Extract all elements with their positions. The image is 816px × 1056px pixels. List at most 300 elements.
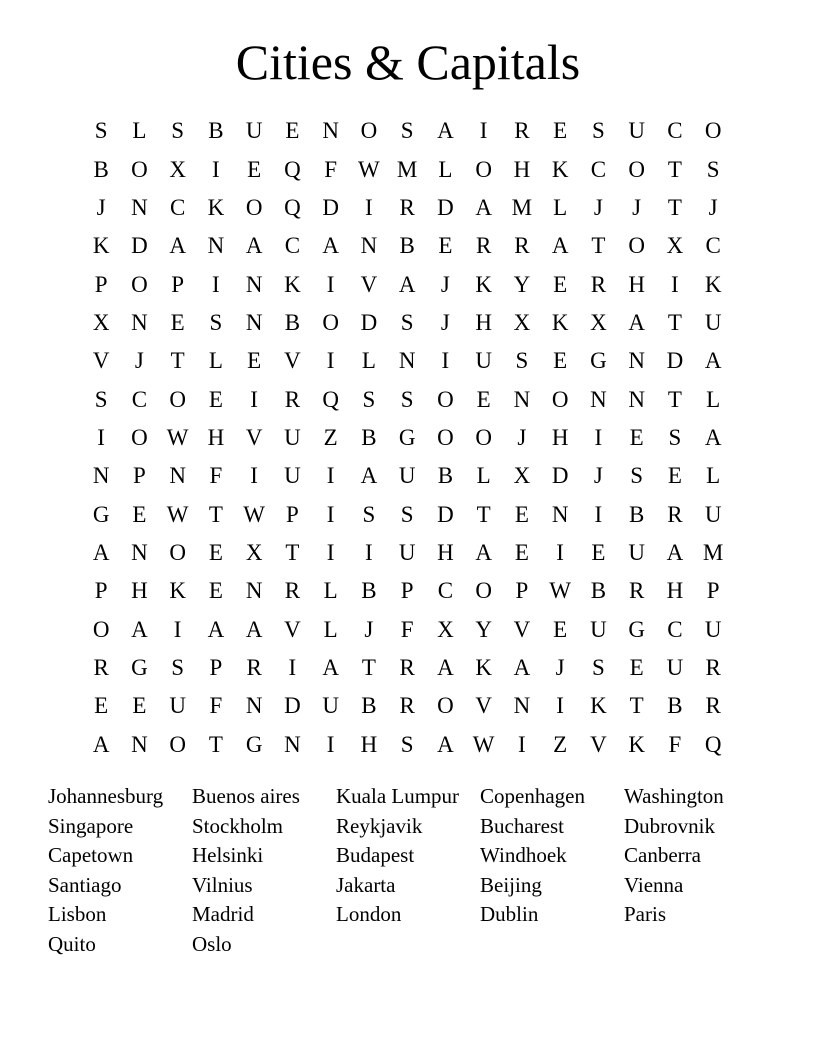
grid-letter: K (169, 578, 186, 604)
grid-letter: N (131, 194, 148, 220)
grid-letter: V (475, 693, 492, 719)
grid-letter: W (166, 501, 189, 527)
grid-letter: J (364, 616, 374, 642)
grid-letter: O (437, 386, 454, 412)
grid-letter: S (706, 156, 720, 182)
grid-letter: N (207, 233, 225, 259)
grid-letter: E (629, 424, 644, 450)
grid-letter: N (284, 731, 301, 757)
grid-letter: O (475, 578, 492, 604)
grid-letter: E (247, 156, 262, 182)
grid-letter: J (555, 654, 565, 680)
grid-letter: L (323, 578, 338, 604)
grid-row (82, 534, 732, 572)
grid-letter: O (704, 118, 722, 144)
grid-letter: I (479, 118, 488, 144)
grid-letter: O (131, 271, 148, 297)
grid-letter: U (245, 118, 263, 144)
grid-letter: E (553, 616, 568, 642)
word-list-item: Quito (48, 931, 96, 956)
grid-letter: B (208, 118, 224, 144)
grid-letter: S (209, 309, 223, 335)
grid-letter: D (284, 693, 301, 719)
grid-letter: L (132, 118, 147, 144)
grid-letter: O (92, 616, 110, 642)
grid-letter: A (628, 309, 645, 335)
grid-letter: K (207, 194, 225, 220)
grid-letter: J (632, 194, 642, 220)
grid-letter: T (361, 654, 376, 680)
grid-letter: R (705, 654, 721, 680)
grid-letter: C (284, 233, 301, 259)
word-list-item: Singapore (48, 813, 134, 838)
grid-letter: I (365, 194, 373, 220)
grid-letter: C (705, 233, 721, 259)
grid-letter: T (667, 194, 682, 220)
grid-letter: V (590, 731, 607, 757)
grid-letter: H (628, 271, 645, 297)
grid-letter: E (94, 693, 109, 719)
grid-letter: C (667, 118, 683, 144)
grid-letter: K (475, 271, 492, 297)
word-list-item: Beijing (480, 872, 542, 897)
grid-letter: A (322, 654, 339, 680)
grid-letter: R (514, 233, 530, 259)
grid-letter: C (590, 156, 607, 182)
grid-letter: S (591, 118, 605, 144)
grid-letter: U (475, 348, 492, 374)
grid-letter: O (551, 386, 569, 412)
grid-letter: S (362, 501, 376, 527)
grid-letter: S (171, 654, 185, 680)
grid-letter: O (131, 424, 148, 450)
grid-letter: N (245, 271, 263, 297)
grid-letter: B (93, 156, 109, 182)
grid-letter: I (97, 424, 105, 450)
grid-letter: X (245, 539, 263, 565)
grid-letter: K (590, 693, 607, 719)
word-list-item: Stockholm (192, 813, 284, 838)
grid-letter: P (515, 578, 529, 604)
grid-letter: T (285, 539, 300, 565)
grid-letter: U (704, 501, 722, 527)
grid-letter: A (245, 233, 263, 259)
grid-letter: Z (323, 424, 338, 450)
grid-letter: E (285, 118, 300, 144)
word-list-item: Windhoek (480, 843, 567, 868)
grid-letter: E (591, 539, 606, 565)
grid-letter: Q (284, 194, 301, 220)
word-list-item: Bucharest (480, 813, 564, 838)
grid-letter: N (628, 386, 645, 412)
grid-letter: O (437, 693, 454, 719)
grid-letter: J (517, 424, 527, 450)
grid-letter: A (551, 233, 569, 259)
grid-letter: N (131, 731, 148, 757)
grid-letter: H (513, 156, 531, 182)
grid-row (82, 726, 732, 764)
grid-row (82, 265, 732, 303)
word-list-item: Buenos aires (192, 784, 300, 808)
grid-letter: N (513, 693, 531, 719)
grid-letter: L (476, 463, 491, 489)
grid-letter: X (513, 309, 531, 335)
grid-letter: S (94, 118, 108, 144)
page-title: Cities & Capitals (235, 34, 581, 90)
grid-letter: A (92, 539, 110, 565)
grid-letter: L (361, 348, 376, 374)
grid-letter: I (441, 348, 450, 374)
grid-letter: N (551, 501, 569, 527)
grid-letter: S (668, 424, 682, 450)
grid-letter: T (667, 386, 682, 412)
grid-letter: A (704, 424, 722, 450)
word-list-item: Capetown (48, 843, 134, 868)
grid-letter: K (551, 156, 569, 182)
grid-letter: H (666, 578, 684, 604)
grid-letter: J (593, 194, 603, 220)
grid-letter: V (92, 348, 110, 374)
grid-letter: X (666, 233, 684, 259)
word-list-item: Madrid (192, 902, 254, 927)
grid-letter: G (628, 616, 645, 642)
grid-letter: C (667, 616, 683, 642)
grid-letter: R (246, 654, 262, 680)
word-list-item: Jakarta (336, 872, 396, 897)
word-list (48, 782, 768, 960)
word-list-item: Santiago (48, 872, 122, 897)
grid-letter: U (398, 463, 416, 489)
grid-letter: C (169, 194, 186, 220)
grid-letter: F (668, 731, 682, 757)
grid-letter: K (475, 654, 492, 680)
grid-letter: P (209, 654, 223, 680)
grid-letter: O (169, 386, 186, 412)
grid-letter: R (705, 693, 721, 719)
grid-letter: M (702, 539, 724, 565)
grid-letter: P (285, 501, 299, 527)
grid-letter: N (245, 309, 263, 335)
grid-letter: J (708, 194, 718, 220)
grid-letter: I (250, 463, 258, 489)
grid-letter: K (284, 271, 301, 297)
grid-letter: A (513, 654, 531, 680)
grid-letter: S (362, 386, 376, 412)
grid-row (82, 649, 732, 687)
grid-letter: R (590, 271, 607, 297)
grid-letter: N (169, 463, 186, 489)
grid-letter: I (326, 731, 335, 757)
grid-letter: G (398, 424, 416, 450)
grid-letter: L (208, 348, 223, 374)
grid-letter: H (131, 578, 148, 604)
grid-letter: S (400, 118, 414, 144)
grid-letter: G (92, 501, 110, 527)
grid-letter: H (551, 424, 569, 450)
grid-letter: L (323, 616, 338, 642)
grid-letter: X (590, 309, 607, 335)
grid-letter: E (132, 501, 147, 527)
grid-letter: B (399, 233, 415, 259)
grid-letter: B (361, 424, 377, 450)
grid-letter: P (706, 578, 720, 604)
word-list-item: Copenhagen (480, 784, 585, 808)
word-list-item: Paris (624, 902, 666, 927)
grid-letter: I (212, 271, 220, 297)
grid-row (82, 687, 732, 725)
grid-letter: L (706, 463, 721, 489)
grid-letter: S (400, 386, 414, 412)
grid-letter: Q (704, 731, 722, 757)
grid-letter: S (515, 348, 529, 374)
grid-letter: O (628, 156, 645, 182)
grid-letter: H (475, 309, 492, 335)
grid-row (82, 112, 732, 150)
grid-letter: T (629, 693, 644, 719)
grid-letter: U (322, 693, 339, 719)
grid-letter: B (361, 693, 377, 719)
word-list-item: Vienna (624, 872, 684, 897)
grid-letter: U (590, 616, 607, 642)
grid-letter: O (437, 424, 454, 450)
word-list-item: Reykjavik (336, 813, 423, 838)
grid-letter: O (628, 233, 645, 259)
word-list-item: Washington (624, 784, 724, 808)
grid-row (82, 380, 732, 418)
grid-letter: E (553, 118, 568, 144)
grid-letter: U (169, 693, 186, 719)
grid-letter: P (94, 578, 108, 604)
grid-letter: X (92, 309, 110, 335)
grid-letter: U (398, 539, 416, 565)
grid-letter: W (549, 578, 571, 604)
grid-letter: D (666, 348, 684, 374)
grid-letter: U (628, 118, 645, 144)
grid-letter: O (475, 424, 492, 450)
word-list-item: London (336, 902, 402, 927)
grid-letter: S (630, 463, 644, 489)
grid-letter: B (361, 578, 377, 604)
grid-letter: H (207, 424, 225, 450)
grid-letter: G (245, 731, 263, 757)
grid-letter: J (96, 194, 106, 220)
grid-letter: D (322, 194, 339, 220)
grid-letter: L (438, 156, 453, 182)
word-list-item: Oslo (192, 931, 232, 956)
grid-letter: B (628, 501, 645, 527)
grid-letter: K (628, 731, 645, 757)
grid-letter: I (250, 386, 258, 412)
grid-letter: C (131, 386, 148, 412)
grid-letter: V (360, 271, 378, 297)
grid-letter: N (513, 386, 531, 412)
grid-letter: I (288, 654, 297, 680)
grid-letter: A (437, 731, 454, 757)
word-list-item: Johannesburg (48, 784, 164, 808)
grid-row (82, 610, 732, 648)
grid-letter: J (440, 309, 450, 335)
grid-letter: O (169, 539, 186, 565)
grid-letter: C (437, 578, 454, 604)
grid-letter: B (284, 309, 301, 335)
grid-letter: A (360, 463, 378, 489)
grid-letter: V (513, 616, 531, 642)
grid-letter: M (396, 156, 418, 182)
grid-letter: I (326, 348, 335, 374)
grid-letter: N (360, 233, 378, 259)
grid-letter: A (322, 233, 339, 259)
grid-letter: I (556, 693, 564, 719)
grid-letter: A (131, 616, 148, 642)
grid-letter: V (284, 616, 301, 642)
grid-letter: J (134, 348, 144, 374)
grid-letter: Y (513, 271, 531, 297)
grid-letter: Z (553, 731, 568, 757)
grid-letter: F (209, 693, 223, 719)
grid-letter: F (324, 156, 338, 182)
grid-letter: U (284, 463, 301, 489)
word-list-item: Canberra (624, 843, 701, 868)
grid-letter: R (399, 654, 415, 680)
grid-letter: U (284, 424, 301, 450)
grid-letter: M (511, 194, 533, 220)
grid-letter: V (284, 348, 301, 374)
grid-letter: A (704, 348, 722, 374)
grid-letter: T (476, 501, 491, 527)
grid-letter: A (475, 539, 492, 565)
grid-letter: K (551, 309, 569, 335)
grid-letter: S (400, 501, 414, 527)
grid-letter: S (171, 118, 185, 144)
grid-letter: E (208, 578, 223, 604)
grid-letter: D (437, 194, 454, 220)
grid-letter: N (590, 386, 607, 412)
grid-letter: B (590, 578, 607, 604)
grid-letter: R (399, 693, 415, 719)
grid-letter: L (553, 194, 568, 220)
grid-letter: E (208, 539, 223, 565)
grid-letter: N (131, 539, 148, 565)
grid-letter: G (590, 348, 607, 374)
grid-letter: E (170, 309, 185, 335)
grid-letter: S (400, 731, 414, 757)
word-list-item: Dubrovnik (624, 813, 715, 838)
grid-letter: A (666, 539, 684, 565)
grid-letter: O (360, 118, 378, 144)
grid-letter: Q (322, 386, 339, 412)
grid-letter: I (326, 501, 335, 527)
grid-letter: I (173, 616, 182, 642)
grid-letter: U (704, 309, 722, 335)
grid-letter: X (169, 156, 186, 182)
grid-letter: O (169, 731, 186, 757)
grid-letter: T (667, 156, 682, 182)
grid-letter: X (437, 616, 454, 642)
grid-letter: E (667, 463, 682, 489)
grid-letter: A (207, 616, 225, 642)
grid-row (82, 495, 732, 533)
grid-letter: H (437, 539, 454, 565)
grid-letter: W (472, 731, 495, 757)
grid-letter: N (245, 693, 263, 719)
grid-letter: U (704, 616, 722, 642)
grid-letter: A (475, 194, 492, 220)
grid-letter: D (437, 501, 454, 527)
grid-letter: E (247, 348, 262, 374)
grid-letter: A (92, 731, 110, 757)
grid-letter: R (667, 501, 683, 527)
grid-row (82, 419, 732, 457)
grid-letter: I (671, 271, 679, 297)
grid-letter: S (400, 309, 414, 335)
grid-letter: V (245, 424, 263, 450)
grid-letter: L (706, 386, 721, 412)
grid-letter: N (322, 118, 339, 144)
grid-letter: R (284, 578, 301, 604)
grid-letter: E (132, 693, 147, 719)
grid-letter: T (208, 731, 223, 757)
grid-letter: T (208, 501, 223, 527)
grid-letter: I (594, 424, 603, 450)
grid-letter: R (284, 386, 301, 412)
word-list-item: Dublin (480, 902, 539, 927)
grid-letter: I (365, 539, 373, 565)
grid-letter: U (666, 654, 684, 680)
grid-letter: R (399, 194, 415, 220)
grid-letter: K (704, 271, 722, 297)
grid-letter: A (437, 654, 454, 680)
grid-letter: P (94, 271, 108, 297)
grid-letter: O (245, 194, 263, 220)
grid-row (82, 150, 732, 188)
grid-letter: E (629, 654, 644, 680)
grid-letter: P (171, 271, 185, 297)
grid-letter: E (553, 348, 568, 374)
grid-letter: D (551, 463, 569, 489)
grid-letter: I (212, 156, 220, 182)
grid-letter: G (131, 654, 148, 680)
grid-letter: N (398, 348, 416, 374)
word-list-item: Helsinki (192, 843, 264, 868)
word-list-item: Lisbon (48, 902, 107, 927)
grid-letter: S (591, 654, 605, 680)
grid-letter: P (400, 578, 414, 604)
grid-letter: D (131, 233, 148, 259)
grid-letter: K (92, 233, 110, 259)
grid-letter: N (628, 348, 645, 374)
grid-letter: A (398, 271, 416, 297)
grid-letter: E (514, 539, 529, 565)
word-list-item: Budapest (336, 843, 415, 868)
word-list-item: Vilnius (192, 872, 253, 897)
grid-letter: P (132, 463, 146, 489)
grid-letter: B (437, 463, 454, 489)
grid-letter: N (245, 578, 263, 604)
grid-letter: T (591, 233, 606, 259)
grid-letter: N (131, 309, 148, 335)
grid-letter: A (245, 616, 263, 642)
grid-letter: I (326, 271, 335, 297)
word-list-item: Kuala Lumpur (336, 784, 460, 808)
grid-letter: O (322, 309, 339, 335)
grid-letter: F (209, 463, 223, 489)
grid-letter: I (326, 539, 335, 565)
grid-row (82, 342, 732, 380)
grid-row (82, 227, 732, 265)
grid-letter: B (667, 693, 683, 719)
grid-letter: X (513, 463, 531, 489)
grid-letter: Q (284, 156, 301, 182)
